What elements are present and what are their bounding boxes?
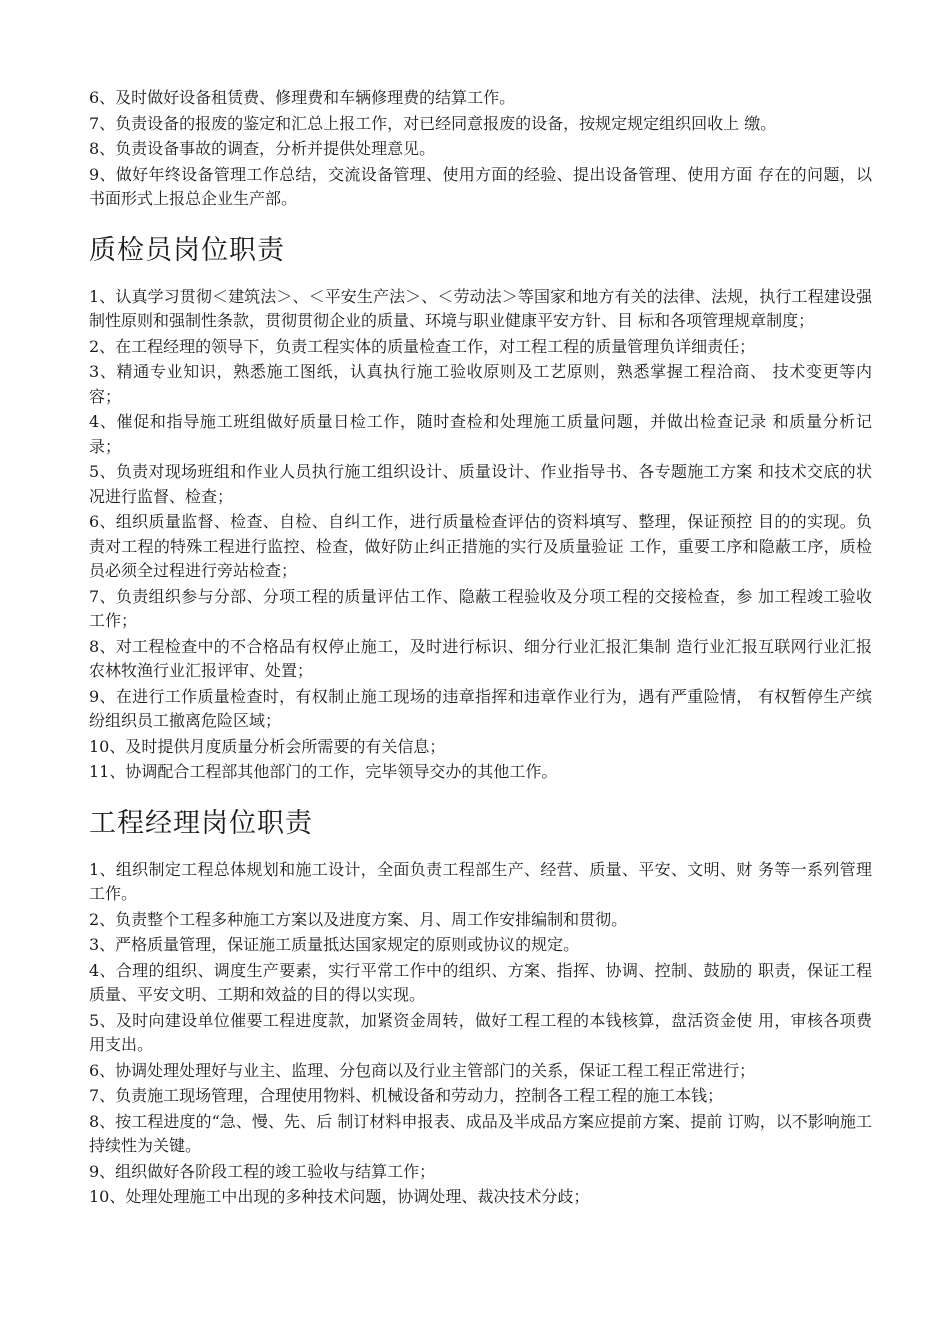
section-title: 质检员岗位职责 (89, 234, 285, 266)
list-item: 2、负责整个工程多种施工方案以及进度方案、月、周工作安排编制和贯彻。 (89, 909, 628, 929)
list-item: 5、及时向建设单位催要工程进度款，加紧资金周转，做好工程工程的本钱核算，盘活资金使 用，审核各项费用支出。 (89, 1010, 872, 1054)
section-title: 工程经理岗位职责 (89, 807, 313, 839)
document-page (89, 86, 872, 1211)
list-item: 9、做好年终设备管理工作总结，交流设备管理、使用方面的经验、提出设备管理、使用方面 存在的问题，以书面形式上报总企业生产部。 (89, 164, 872, 208)
list-item: 3、严格质量管理，保证施工质量抵达国家规定的原则或协议的规定。 (89, 935, 580, 954)
pm-duties-list (89, 858, 872, 1210)
list-item: 6、组织质量监督、检查、自检、自纠工作，进行质量检查评估的资料填写、整理，保证预控 目的的实现。负责对工程的特殊工程进行监控、检查，做好防止纠正措施的实行及质量验证 工作，重要工序和隐蔽工序，质检员必须全过程进行旁站检查； (89, 512, 872, 580)
list-item: 6、协调处理处理好与业主、监理、分包商以及行业主管部门的关系，保证工程工程正常进行； (89, 1060, 756, 1080)
list-item: 10、及时提供月度质量分析会所需要的有关信息； (89, 736, 446, 756)
list-item: 6、及时做好设备租赁费、修理费和车辆修理费的结算工作。 (89, 88, 516, 107)
list-item: 8、负责设备事故的调查，分析并提供处理意见。 (89, 139, 436, 158)
list-item: 1、认真学习贯彻＜建筑法＞、＜平安生产法＞、＜劳动法＞等国家和地方有关的法律、法规，执行工程建设强制性原则和强制性条款，贯彻贯彻企业的质量、环境与职业健康平安方针、目 标和各项管理规章制度； (89, 286, 872, 330)
list-item: 7、负责设备的报废的鉴定和汇总上报工作，对已经同意报废的设备，按规定规定组织回收上 缴。 (89, 113, 777, 133)
list-item: 7、负责施工现场管理，合理使用物料、机械设备和劳动力，控制各工程工程的施工本钱； (89, 1086, 724, 1105)
list-item: 11、协调配合工程部其他部门的工作，完毕领导交办的其他工作。 (89, 762, 558, 781)
list-item: 1、组织制定工程总体规划和施工设计，全面负责工程部生产、经营、质量、平安、文明、财 务等一系列管理工作。 (89, 859, 872, 903)
list-item: 8、对工程检查中的不合格品有权停止施工，及时进行标识、细分行业汇报汇集制 造行业汇报互联网行业汇报农林牧渔行业汇报评审、处置； (89, 636, 872, 680)
list-item: 8、按工程进度的“急、慢、先、后 制订材料申报表、成品及半成品方案应提前方案、提前 订购，以不影响施工持续性为关键。 (89, 1111, 872, 1155)
list-item: 4、催促和指导施工班组做好质量日检工作，随时查检和处理施工质量问题，并做出检查记录 和质量分析记录； (89, 412, 872, 456)
list-item: 9、在进行工作质量检查时，有权制止施工现场的违章指挥和违章作业行为，遇有严重险情， 有权暂停生产缤纷组织员工撤离危险区域； (89, 686, 872, 730)
list-item: 7、负责组织参与分部、分项工程的质量评估工作、隐蔽工程验收及分项工程的交接检查，参 加工程竣工验收工作； (89, 586, 872, 630)
list-item: 4、合理的组织、调度生产要素，实行平常工作中的组织、方案、指挥、协调、控制、鼓励的 职责，保证工程质量、平安文明、工期和效益的目的得以实现。 (89, 960, 872, 1004)
list-item: 9、组织做好各阶段工程的竣工验收与结算工作； (89, 1161, 436, 1181)
list-item: 5、负责对现场班组和作业人员执行施工组织设计、质量设计、作业指导书、各专题施工方案 和技术交底的状况进行监督、检查； (89, 462, 872, 506)
list-item: 10、处理处理施工中出现的多种技术问题，协调处理、裁决技术分歧； (89, 1187, 590, 1206)
intro-list (89, 86, 872, 212)
qc-duties-list (89, 285, 872, 785)
list-item: 3、精通专业知识，熟悉施工图纸，认真执行施工验收原则及工艺原则，熟悉掌握工程洽商、 技术变更等内容； (89, 362, 872, 406)
list-item: 2、在工程经理的领导下，负责工程实体的质量检查工作，对工程工程的质量管理负详细责任； (89, 336, 756, 356)
